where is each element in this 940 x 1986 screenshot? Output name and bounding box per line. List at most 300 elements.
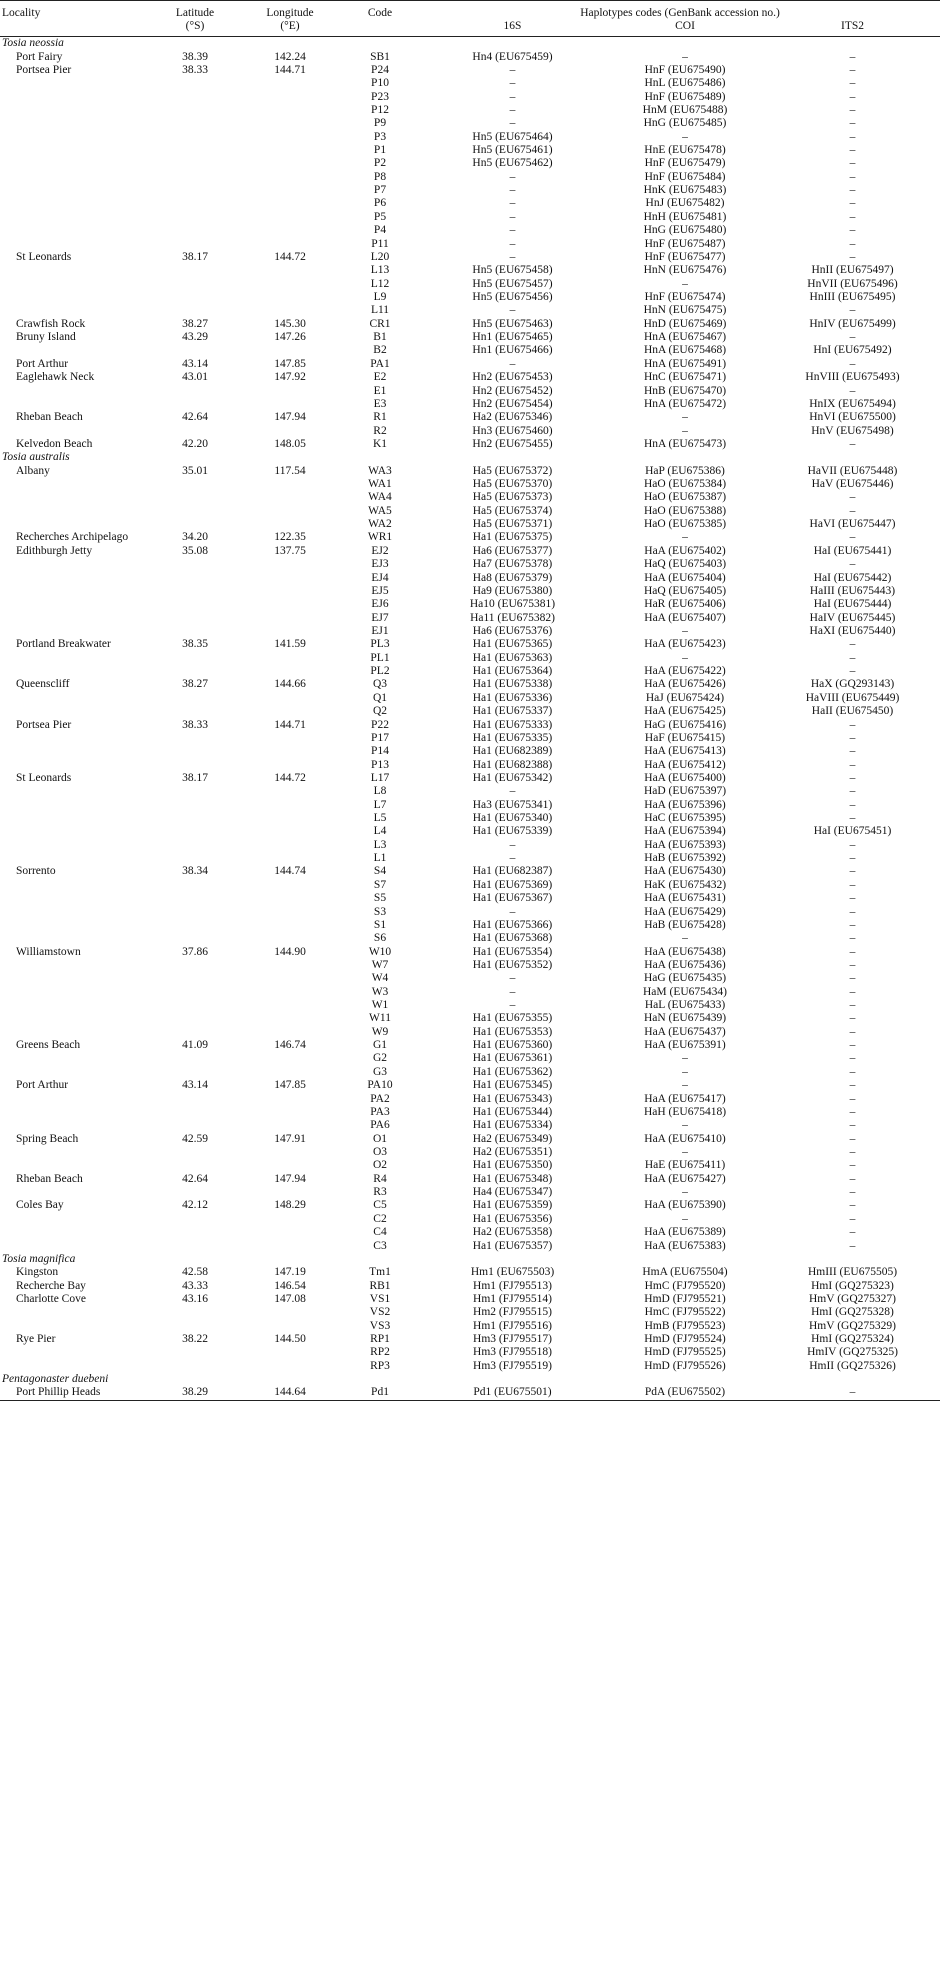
cell-latitude bbox=[150, 224, 240, 237]
cell-16s: Ha1 (EU675375) bbox=[472, 531, 553, 544]
table-row bbox=[0, 665, 940, 678]
cell-code: P5 bbox=[373, 210, 387, 223]
cell-code: S1 bbox=[373, 918, 387, 931]
cell-locality bbox=[0, 785, 150, 798]
cell-longitude bbox=[240, 611, 340, 624]
table-row bbox=[0, 264, 940, 277]
cell-latitude: 43.14 bbox=[182, 1079, 208, 1092]
cell-16s: Ha1 (EU675333) bbox=[472, 718, 553, 731]
cell-latitude bbox=[150, 839, 240, 852]
cell-locality bbox=[0, 705, 150, 718]
cell-locality bbox=[0, 879, 150, 892]
cell-16s: Ha5 (EU675372) bbox=[472, 464, 553, 477]
cell-coi: HnF (EU675474) bbox=[644, 291, 726, 303]
cell-16s: Ha2 (EU675358) bbox=[472, 1226, 553, 1239]
cell-16s: – bbox=[509, 905, 516, 918]
cell-latitude bbox=[150, 1026, 240, 1039]
cell-coi: HaA (EU675391) bbox=[644, 1039, 726, 1052]
cell-its2: – bbox=[849, 331, 856, 344]
cell-coi: HnL (EU675486) bbox=[644, 77, 726, 90]
cell-coi: HaA (EU675407) bbox=[644, 611, 726, 624]
table-row bbox=[0, 625, 940, 638]
table-row bbox=[0, 518, 940, 531]
cell-locality: Port Phillip Heads bbox=[16, 1386, 101, 1399]
cell-longitude bbox=[240, 1226, 340, 1239]
cell-its2: HnIII (EU675495) bbox=[809, 291, 896, 303]
cell-code: L17 bbox=[370, 771, 390, 784]
cell-code: R4 bbox=[373, 1172, 387, 1185]
cell-its2: HmIII (EU675505) bbox=[807, 1266, 898, 1279]
cell-16s: – bbox=[509, 77, 516, 90]
cell-longitude bbox=[240, 585, 340, 598]
cell-its2: – bbox=[849, 985, 856, 998]
cell-latitude bbox=[150, 518, 240, 531]
cell-16s: Ha1 (EU675339) bbox=[472, 825, 553, 838]
table-row bbox=[0, 224, 940, 237]
cell-longitude: 117.54 bbox=[274, 464, 306, 477]
cell-code: R2 bbox=[373, 424, 387, 437]
cell-latitude: 42.20 bbox=[182, 437, 208, 450]
cell-longitude: 147.85 bbox=[274, 357, 306, 370]
cell-code: Tm1 bbox=[369, 1266, 391, 1279]
cell-code: WA4 bbox=[368, 491, 392, 504]
cell-its2: – bbox=[849, 1065, 856, 1078]
cell-locality bbox=[0, 959, 150, 972]
cell-locality bbox=[0, 758, 150, 771]
cell-16s: Ha1 (EU675354) bbox=[472, 945, 553, 958]
cell-locality: Coles Bay bbox=[16, 1199, 64, 1212]
cell-16s: Ha1 (EU675345) bbox=[472, 1079, 553, 1092]
cell-16s: Ha11 (EU675382) bbox=[470, 611, 555, 624]
cell-coi: HaB (EU675392) bbox=[644, 852, 726, 865]
cell-longitude: 147.91 bbox=[274, 1132, 306, 1145]
cell-longitude bbox=[240, 1159, 340, 1172]
cell-16s: Ha2 (EU675346) bbox=[472, 411, 553, 424]
cell-latitude bbox=[150, 117, 240, 130]
cell-coi: HaA (EU675389) bbox=[644, 1226, 726, 1239]
cell-coi: – bbox=[682, 1212, 688, 1225]
cell-latitude: 38.33 bbox=[182, 63, 208, 76]
cell-latitude: 38.34 bbox=[182, 865, 208, 878]
cell-latitude bbox=[150, 104, 240, 117]
cell-its2: HnVII (EU675496) bbox=[807, 277, 898, 290]
cell-longitude bbox=[240, 972, 340, 985]
cell-locality bbox=[0, 825, 150, 838]
table-row bbox=[0, 77, 940, 90]
table-row bbox=[0, 64, 940, 77]
cell-16s: Hm1 (FJ795513) bbox=[473, 1279, 552, 1292]
cell-locality: Sorrento bbox=[16, 865, 56, 878]
cell-16s: Pd1 (EU675501) bbox=[473, 1386, 552, 1399]
cell-16s: Ha1 (EU675356) bbox=[472, 1212, 553, 1225]
cell-longitude: 144.71 bbox=[274, 63, 306, 76]
cell-longitude bbox=[240, 478, 340, 491]
cell-16s: Hn2 (EU675454) bbox=[472, 397, 553, 410]
cell-longitude bbox=[240, 211, 340, 224]
cell-locality bbox=[0, 852, 150, 865]
species-name: Tosia australis bbox=[2, 451, 70, 464]
cell-16s: Hn5 (EU675456) bbox=[472, 291, 553, 303]
cell-coi: – bbox=[682, 50, 688, 63]
cell-locality: Crawfish Rock bbox=[16, 317, 86, 330]
table-row bbox=[0, 972, 940, 985]
cell-coi: HnA (EU675491) bbox=[643, 357, 727, 370]
table-row bbox=[0, 1360, 940, 1373]
cell-latitude: 34.20 bbox=[182, 531, 208, 544]
cell-coi: HmC (FJ795520) bbox=[644, 1279, 726, 1292]
cell-longitude bbox=[240, 117, 340, 130]
cell-code: P23 bbox=[371, 90, 389, 103]
cell-longitude bbox=[240, 571, 340, 584]
cell-16s: Hm3 (FJ795519) bbox=[473, 1359, 552, 1372]
cell-locality bbox=[0, 692, 150, 705]
cell-its2: – bbox=[849, 130, 856, 143]
cell-its2: – bbox=[849, 932, 856, 945]
cell-16s: Ha1 (EU675335) bbox=[472, 731, 553, 744]
cell-code: E1 bbox=[373, 384, 387, 397]
cell-its2: – bbox=[849, 1159, 856, 1172]
cell-locality: Kelvedon Beach bbox=[16, 437, 93, 450]
table-row bbox=[0, 371, 940, 384]
cell-coi: HaJ (EU675424) bbox=[645, 691, 725, 704]
cell-code: G1 bbox=[372, 1039, 388, 1052]
cell-code: PA10 bbox=[367, 1079, 393, 1092]
cell-code: C4 bbox=[373, 1226, 387, 1239]
cell-16s: Ha5 (EU675370) bbox=[472, 478, 553, 491]
cell-code: RP3 bbox=[370, 1359, 390, 1372]
cell-longitude bbox=[240, 986, 340, 999]
cell-its2: HnVIII (EU675493) bbox=[805, 371, 900, 384]
cell-longitude: 147.85 bbox=[274, 1079, 306, 1092]
cell-latitude bbox=[150, 972, 240, 985]
cell-code: W1 bbox=[371, 999, 389, 1012]
cell-longitude bbox=[240, 1106, 340, 1119]
cell-latitude bbox=[150, 144, 240, 157]
table-row bbox=[0, 424, 940, 437]
cell-16s: Ha1 (EU675362) bbox=[472, 1065, 553, 1078]
cell-longitude bbox=[240, 264, 340, 277]
cell-longitude bbox=[240, 825, 340, 838]
cell-16s: – bbox=[509, 838, 516, 851]
header-coi: COI bbox=[675, 20, 695, 32]
cell-locality: Williamstown bbox=[16, 945, 81, 958]
cell-latitude bbox=[150, 959, 240, 972]
cell-code: EJ5 bbox=[371, 584, 389, 597]
table-row bbox=[0, 1346, 940, 1359]
cell-code: EJ7 bbox=[371, 611, 389, 624]
cell-longitude bbox=[240, 1119, 340, 1132]
cell-its2: – bbox=[849, 184, 856, 197]
cell-coi: – bbox=[682, 1065, 688, 1078]
cell-longitude bbox=[240, 144, 340, 157]
cell-locality bbox=[0, 745, 150, 758]
cell-longitude: 144.50 bbox=[274, 1333, 306, 1346]
cell-code: PA3 bbox=[370, 1105, 390, 1118]
table-row bbox=[0, 745, 940, 758]
cell-locality bbox=[0, 384, 150, 397]
cell-its2: – bbox=[849, 665, 856, 678]
cell-16s: Ha5 (EU675371) bbox=[472, 518, 553, 531]
cell-16s: Hn5 (EU675462) bbox=[472, 157, 553, 170]
cell-16s: – bbox=[509, 210, 516, 223]
cell-latitude bbox=[150, 758, 240, 771]
cell-16s: Hn1 (EU675466) bbox=[472, 344, 553, 357]
cell-latitude bbox=[150, 384, 240, 397]
cell-16s: Hm1 (FJ795514) bbox=[473, 1292, 552, 1305]
table-row bbox=[0, 277, 940, 290]
cell-its2: – bbox=[849, 758, 856, 771]
cell-code: G2 bbox=[372, 1052, 388, 1065]
cell-code: EJ3 bbox=[371, 558, 389, 571]
cell-locality bbox=[0, 972, 150, 985]
cell-coi: HaA (EU675425) bbox=[644, 705, 726, 718]
table-row bbox=[0, 558, 940, 571]
cell-its2: – bbox=[849, 197, 856, 210]
cell-latitude bbox=[150, 1346, 240, 1359]
cell-code: S6 bbox=[373, 932, 387, 945]
cell-longitude: 147.08 bbox=[274, 1292, 306, 1305]
cell-16s: Ha1 (EU675340) bbox=[472, 812, 553, 825]
cell-locality: Eaglehawk Neck bbox=[16, 371, 95, 384]
cell-its2: – bbox=[849, 1172, 856, 1185]
cell-latitude bbox=[150, 598, 240, 611]
cell-16s: Ha1 (EU675366) bbox=[472, 918, 553, 931]
cell-longitude bbox=[240, 1306, 340, 1319]
table-row bbox=[0, 157, 940, 170]
cell-coi: HnN (EU675475) bbox=[643, 304, 727, 317]
cell-latitude bbox=[150, 131, 240, 144]
cell-longitude bbox=[240, 1146, 340, 1159]
header-haplotypes: Haplotypes codes (GenBank accession no.) bbox=[580, 7, 780, 19]
table-row bbox=[0, 304, 940, 317]
cell-locality bbox=[0, 905, 150, 918]
cell-latitude: 43.14 bbox=[182, 357, 208, 370]
table-row bbox=[0, 1333, 940, 1346]
cell-longitude bbox=[240, 652, 340, 665]
cell-its2: HmV (GQ275327) bbox=[809, 1292, 896, 1305]
cell-latitude bbox=[150, 919, 240, 932]
cell-code: EJ6 bbox=[371, 598, 389, 611]
cell-coi: HmA (EU675504) bbox=[642, 1266, 728, 1279]
cell-locality: Portsea Pier bbox=[16, 718, 72, 731]
cell-its2: HnIV (EU675499) bbox=[809, 317, 896, 330]
table-row bbox=[0, 839, 940, 852]
cell-its2: – bbox=[849, 170, 856, 183]
cell-coi: HaL (EU675433) bbox=[644, 999, 726, 1012]
cell-locality: Rye Pier bbox=[16, 1333, 56, 1346]
cell-coi: HnA (EU675468) bbox=[643, 344, 727, 357]
cell-coi: HaO (EU675387) bbox=[643, 491, 727, 504]
cell-code: EJ2 bbox=[371, 544, 389, 557]
table-row bbox=[0, 1106, 940, 1119]
cell-longitude bbox=[240, 90, 340, 103]
cell-coi: HnB (EU675470) bbox=[643, 384, 727, 397]
cell-longitude: 144.90 bbox=[274, 945, 306, 958]
cell-locality bbox=[0, 304, 150, 317]
cell-latitude: 38.17 bbox=[182, 771, 208, 784]
cell-latitude: 42.59 bbox=[182, 1132, 208, 1145]
cell-its2: HaXI (EU675440) bbox=[809, 624, 896, 637]
cell-longitude bbox=[240, 304, 340, 317]
cell-longitude: 147.92 bbox=[274, 371, 306, 384]
species-row bbox=[0, 1373, 940, 1386]
cell-locality: Portland Breakwater bbox=[16, 638, 111, 651]
cell-code: P17 bbox=[371, 731, 389, 744]
cell-latitude: 41.09 bbox=[182, 1039, 208, 1052]
cell-coi: HnD (EU675469) bbox=[643, 317, 727, 330]
table-row bbox=[0, 1320, 940, 1333]
table-row bbox=[0, 1039, 940, 1052]
cell-longitude bbox=[240, 104, 340, 117]
cell-16s: Ha4 (EU675347) bbox=[472, 1186, 553, 1199]
cell-locality: Recherches Archipelago bbox=[16, 531, 129, 544]
cell-code: O3 bbox=[372, 1146, 388, 1158]
cell-coi: HaA (EU675383) bbox=[644, 1239, 726, 1252]
cell-longitude bbox=[240, 384, 340, 397]
cell-locality: Kingston bbox=[16, 1266, 59, 1279]
cell-locality bbox=[0, 344, 150, 357]
cell-coi: HaH (EU675418) bbox=[643, 1105, 727, 1118]
cell-coi: HmC (FJ795522) bbox=[644, 1306, 726, 1319]
cell-longitude: 147.19 bbox=[274, 1266, 306, 1279]
cell-its2: – bbox=[849, 958, 856, 971]
cell-coi: HaA (EU675436) bbox=[644, 958, 726, 971]
cell-its2: – bbox=[849, 1226, 856, 1239]
header-latitude-unit: (°S) bbox=[185, 20, 205, 32]
cell-code: PA2 bbox=[370, 1092, 390, 1105]
cell-16s: Ha1 (EU675363) bbox=[472, 651, 553, 664]
cell-latitude bbox=[150, 1226, 240, 1239]
cell-16s: Ha1 (EU675352) bbox=[472, 958, 553, 971]
table-header bbox=[0, 1, 940, 37]
cell-locality bbox=[0, 1146, 150, 1159]
cell-locality bbox=[0, 1186, 150, 1199]
table-row bbox=[0, 1052, 940, 1065]
cell-16s: Ha8 (EU675379) bbox=[472, 571, 553, 584]
cell-code: P11 bbox=[371, 237, 389, 250]
cell-its2: – bbox=[849, 504, 856, 517]
cell-coi: HaO (EU675385) bbox=[643, 518, 727, 531]
cell-its2: – bbox=[849, 157, 856, 170]
cell-latitude bbox=[150, 1092, 240, 1105]
cell-16s: Ha1 (EU675357) bbox=[472, 1239, 553, 1252]
cell-code: L12 bbox=[370, 277, 390, 290]
table-row bbox=[0, 465, 940, 478]
table-row bbox=[0, 291, 940, 304]
cell-latitude bbox=[150, 197, 240, 210]
cell-locality bbox=[0, 1106, 150, 1119]
cell-its2: – bbox=[849, 838, 856, 851]
table-row bbox=[0, 1279, 940, 1292]
cell-16s: Ha1 (EU675336) bbox=[472, 691, 553, 704]
cell-code: S5 bbox=[373, 892, 387, 905]
cell-latitude: 35.01 bbox=[182, 464, 208, 477]
cell-coi: HaA (EU675422) bbox=[644, 665, 726, 678]
cell-code: P8 bbox=[373, 170, 387, 183]
cell-locality: Spring Beach bbox=[16, 1132, 79, 1145]
cell-its2: HaII (EU675450) bbox=[811, 705, 894, 718]
cell-latitude bbox=[150, 478, 240, 491]
cell-latitude: 38.35 bbox=[182, 638, 208, 651]
cell-code: L5 bbox=[373, 812, 387, 825]
cell-its2: HaI (EU675451) bbox=[813, 825, 892, 838]
cell-longitude: 144.71 bbox=[274, 718, 306, 731]
cell-coi: – bbox=[682, 1186, 688, 1199]
cell-16s: Ha1 (EU675353) bbox=[472, 1025, 553, 1038]
cell-latitude: 43.29 bbox=[182, 331, 208, 344]
table-row bbox=[0, 211, 940, 224]
species-row bbox=[0, 1253, 940, 1266]
cell-16s: – bbox=[509, 103, 516, 116]
cell-longitude: 141.59 bbox=[274, 638, 306, 651]
cell-code: O2 bbox=[372, 1159, 388, 1172]
cell-16s: Hn1 (EU675465) bbox=[472, 331, 553, 344]
cell-code: P1 bbox=[373, 144, 387, 157]
cell-its2: HmI (GQ275324) bbox=[811, 1333, 894, 1346]
cell-locality bbox=[0, 932, 150, 945]
cell-16s: – bbox=[509, 304, 516, 317]
cell-longitude bbox=[240, 705, 340, 718]
cell-its2: – bbox=[849, 852, 856, 865]
cell-locality bbox=[0, 478, 150, 491]
cell-16s: Ha1 (EU675361) bbox=[472, 1052, 553, 1065]
cell-locality: Bruny Island bbox=[16, 331, 76, 344]
table-row bbox=[0, 318, 940, 331]
cell-code: L8 bbox=[373, 785, 387, 798]
table-row bbox=[0, 892, 940, 905]
cell-its2: HmV (GQ275329) bbox=[809, 1319, 896, 1332]
cell-16s: Ha1 (EU675364) bbox=[472, 665, 553, 678]
cell-locality bbox=[0, 104, 150, 117]
cell-longitude bbox=[240, 157, 340, 170]
cell-longitude bbox=[240, 224, 340, 237]
cell-16s: – bbox=[509, 197, 516, 210]
cell-code: P22 bbox=[371, 718, 389, 731]
cell-latitude bbox=[150, 892, 240, 905]
cell-its2: – bbox=[849, 905, 856, 918]
cell-locality: Greens Beach bbox=[16, 1039, 81, 1052]
table-row bbox=[0, 611, 940, 624]
cell-its2: – bbox=[849, 237, 856, 250]
cell-16s: Ha10 (EU675381) bbox=[469, 598, 556, 611]
cell-code: WR1 bbox=[367, 531, 393, 544]
cell-its2: – bbox=[849, 558, 856, 571]
cell-coi: HaG (EU675416) bbox=[643, 718, 727, 731]
cell-locality: Port Arthur bbox=[16, 357, 69, 370]
cell-latitude bbox=[150, 611, 240, 624]
cell-coi: HnF (EU675487) bbox=[644, 237, 726, 250]
cell-its2: HaI (EU675441) bbox=[813, 544, 892, 557]
cell-its2: – bbox=[849, 1079, 856, 1092]
cell-code: P24 bbox=[371, 63, 389, 76]
cell-its2: – bbox=[849, 63, 856, 76]
cell-coi: – bbox=[682, 411, 688, 424]
table-row bbox=[0, 344, 940, 357]
cell-16s: Hm1 (FJ795516) bbox=[473, 1319, 552, 1332]
cell-locality bbox=[0, 424, 150, 437]
cell-locality bbox=[0, 611, 150, 624]
cell-code: R1 bbox=[373, 411, 387, 424]
cell-coi: HaC (EU675395) bbox=[644, 812, 726, 825]
cell-longitude: 146.54 bbox=[274, 1279, 306, 1292]
table-row bbox=[0, 678, 940, 691]
cell-coi: HnA (EU675473) bbox=[643, 437, 727, 450]
cell-16s: Hm1 (EU675503) bbox=[470, 1266, 555, 1279]
cell-code: PL2 bbox=[370, 665, 390, 678]
table-row bbox=[0, 237, 940, 250]
table-row bbox=[0, 705, 940, 718]
cell-longitude bbox=[240, 692, 340, 705]
